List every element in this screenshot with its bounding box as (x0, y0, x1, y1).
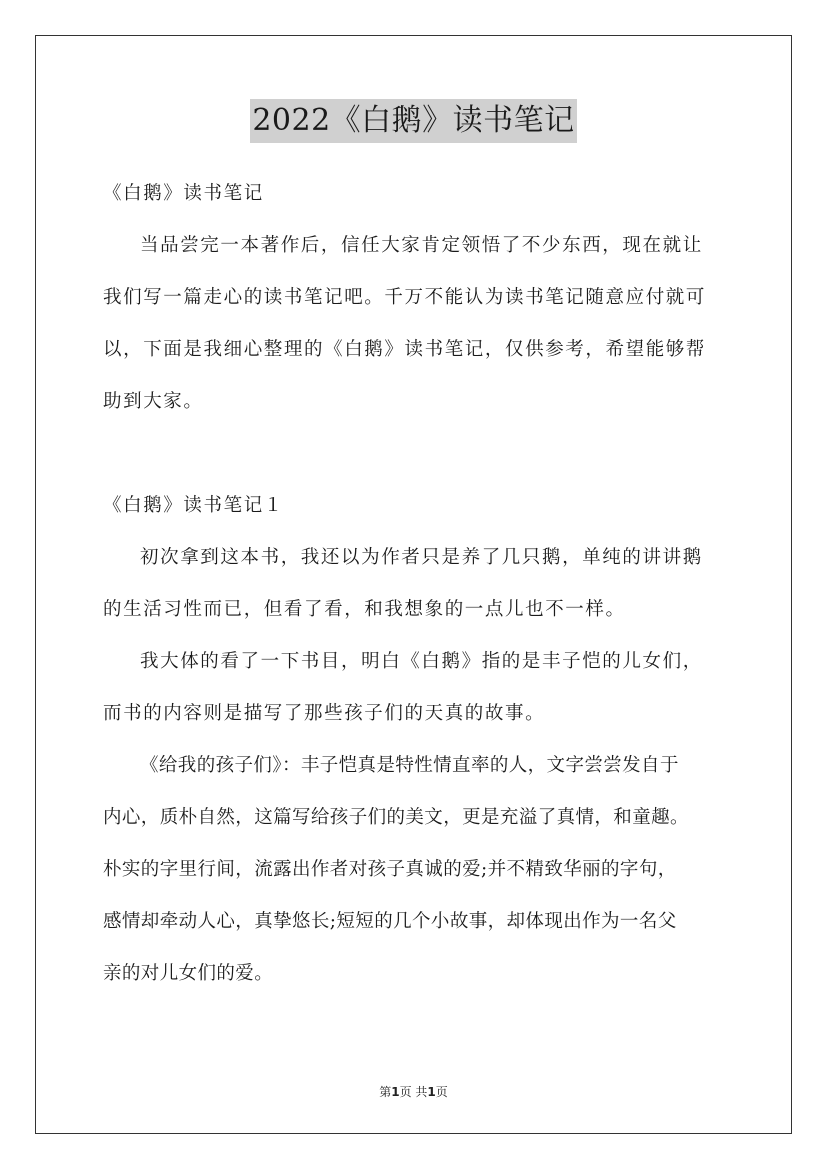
paragraph-line: 以，下面是我细心整理的《白鹅》读书笔记，仅供参考，希望能够帮 (103, 339, 707, 360)
title-container (0, 99, 827, 143)
paragraph-line: 初次拿到这本书，我还以为作者只是养了几只鹅，单纯的讲讲鹅 (140, 547, 703, 568)
paragraph-line: 亲的对儿女们的爱。 (103, 963, 274, 984)
page-footer (0, 1083, 827, 1100)
paragraph-line: 朴实的字里行间，流露出作者对孩子真诚的爱;并不精致华丽的字句， (103, 859, 677, 880)
paragraph-line: 我大体的看了一下书目，明白《白鹅》指的是丰子恺的儿女们， (140, 651, 703, 672)
page-mid: 页 共 (399, 1085, 428, 1099)
page-number: 1 (391, 1085, 400, 1099)
section-heading: 《白鹅》读书笔记１ (103, 495, 284, 516)
paragraph-line: 内心，质朴自然，这篇写给孩子们的美文，更是充溢了真情，和童趣。 (103, 807, 689, 828)
paragraph-line: 《给我的孩子们》：丰子恺真是特性情直率的人，文字尝尝发自于 (140, 755, 679, 776)
blank-line (103, 432, 733, 484)
paragraph-line: 当品尝完一本著作后，信任大家肯定领悟了不少东西，现在就让 (140, 235, 703, 256)
page-suffix: 页 (435, 1085, 448, 1099)
document-body (103, 172, 733, 1004)
paragraph-line: 我们写一篇走心的读书笔记吧。千万不能认为读书笔记随意应付就可 (103, 287, 707, 308)
document-title: 2022《白鹅》读书笔记 (250, 99, 576, 143)
page-total: 1 (427, 1085, 436, 1099)
paragraph-line: 助到大家。 (103, 391, 204, 412)
paragraph-line: 而书的内容则是描写了那些孩子们的天真的故事。 (103, 703, 546, 724)
paragraph-line: 感情却牵动人心，真挚悠长;短短的几个小故事，却体现出作为一名父 (103, 911, 677, 932)
paragraph-line: 的生活习性而已，但看了看，和我想象的一点儿也不一样。 (103, 599, 626, 620)
page-prefix: 第 (379, 1085, 392, 1099)
section-heading: 《白鹅》读书笔记 (103, 183, 264, 204)
